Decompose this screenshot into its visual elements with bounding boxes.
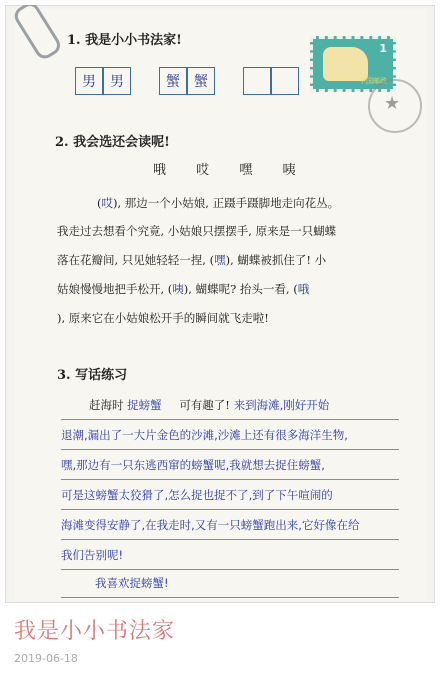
writing-line-6: 我们告别呢! [61,547,399,570]
calligraphy-box-empty [243,67,271,95]
calligraphy-boxes-2 [159,67,215,95]
handwritten-text: 来到海滩,刚好开始 [233,398,330,412]
passage-text: 落在花瓣间, 只见她轻轻一捏, ( [57,253,215,267]
section2-heading: 2. 我会选还会读呢! [55,135,170,150]
calligraphy-boxes-empty [243,67,299,95]
postmark-icon: ★ [368,79,422,133]
writing-line-2: 退潮,漏出了一大片金色的沙滩,沙滩上还有很多海洋生物, [61,427,399,450]
passage-text: ), 蝴蝶呢? 抬头一看, ( [183,282,298,296]
post-date: 2019-06-18 [14,652,78,665]
passage-line-4 [57,281,412,297]
passage-text: ), 那边一个小姑娘, 正蹑手蹑脚地走向花丛。 [113,196,340,210]
answer-text: 哦 [297,282,310,296]
choice-characters [153,159,319,178]
passage-text: ( [97,196,102,210]
calligraphy-box: 蟹 [187,67,215,95]
calligraphy-boxes-1 [75,67,131,95]
calligraphy-box: 男 [103,67,131,95]
passage-line-3 [57,252,412,268]
answer-text: 咦 [172,282,184,296]
writing-line-3: 嘿,那边有一只东逃西窜的螃蟹呢,我就想去捉住螃蟹, [61,457,399,480]
writing-line-7: 我喜欢捉螃蟹! [61,575,399,598]
post-title: 我是小小书法家 [14,619,176,644]
passage-text: 姑娘慢慢地把手松开, ( [57,282,173,296]
prompt-text: 可有趣了! [179,398,230,412]
choice-char: 哎 [196,163,212,178]
passage-line-5 [57,310,412,326]
calligraphy-box: 男 [75,67,103,95]
section3-heading: 3. 写话练习 [57,368,128,383]
handwritten-text: 捉螃蟹 [127,398,162,412]
choice-char: 嘿 [239,163,255,178]
writing-line-1 [61,397,399,420]
section1-heading: 1. 我是小小书法家! [67,33,182,48]
writing-line-5: 海滩变得安静了,在我走时,又有一只螃蟹跑出来,它好像在给 [61,517,399,540]
calligraphy-box: 蟹 [159,67,187,95]
answer-text: 嘿 [214,253,226,267]
passage-line-1 [97,195,435,211]
stamp-number: 1 [379,42,387,55]
choice-char: 哦 [153,163,169,178]
answer-text: 哎 [101,196,113,210]
passage-text: ), 蝴蝶被抓住了! 小 [225,253,327,267]
passage-line-2 [57,223,412,239]
passage-text: ), 原来它在小姑娘松开手的瞬间就飞走啦! [57,311,269,325]
worksheet-photo[interactable] [5,5,435,603]
writing-line-4: 可是这螃蟹太狡猾了,怎么捉也捉不了,到了下午喧闹的 [61,487,399,510]
calligraphy-box-empty [271,67,299,95]
worksheet-paper [15,9,427,601]
stamp-country: 中国邮政 [359,77,387,85]
choice-char: 咦 [282,163,298,178]
passage-text: 我走过去想看个究竟, 小姑娘只摆摆手, 原来是一只蝴蝶 [57,224,337,238]
prompt-text: 赶海时 [89,398,124,412]
